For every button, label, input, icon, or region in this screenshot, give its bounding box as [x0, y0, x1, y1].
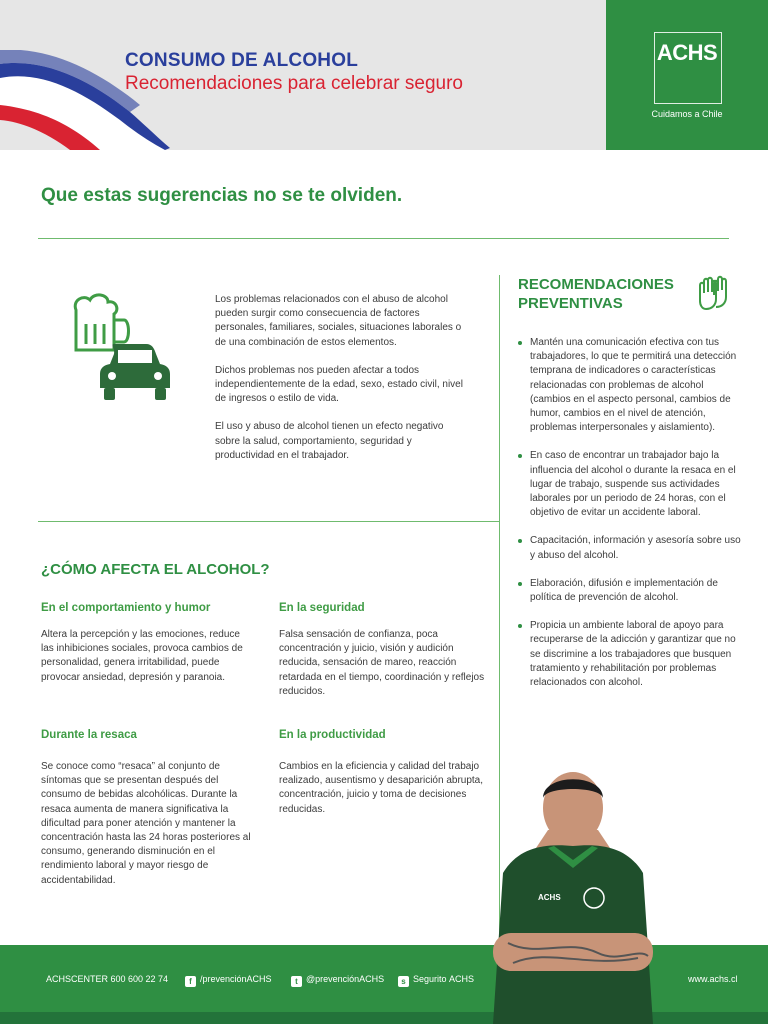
header-banner: [0, 0, 768, 150]
snapchat-icon: s: [398, 976, 409, 987]
behavior-title: En el comportamiento y humor: [41, 602, 211, 614]
footer-website[interactable]: www.achs.cl: [688, 974, 738, 984]
glove-hand-icon: [694, 275, 732, 315]
facebook-icon: f: [185, 976, 196, 987]
safety-text: Falsa sensación de confianza, poca concentración y juicio, visión y audición reducida, sensación de mareo, reacción retardada en el tiempo, coordinación y reflejos reducidos.: [279, 629, 485, 697]
achs-logo-panel: [606, 0, 768, 150]
footer-facebook[interactable]: f /prevenciónACHS: [185, 974, 272, 987]
headline: Que estas sugerencias no se te olviden.: [41, 185, 403, 206]
footer-phone: ACHSCENTER 600 600 22 74: [46, 974, 169, 984]
list-item: Mantén una comunicación efectiva con tus trabajadores, lo que te permitirá una detección temprana de indicadores o características relacionadas con problemas de alcohol (cambios en el aspecto personal, cambios de humor, cambios en el nivel de atención, problemas interpersonales y aislamiento).: [515, 336, 741, 435]
list-item: Elaboración, difusión e implementación de política de prevención de alcohol.: [515, 577, 741, 605]
recommendations-list: [515, 336, 741, 704]
list-item: Propicia un ambiente laboral de apoyo para recuperarse de la adicción y garantizar que no se discrimine a los trabajadores que busquen tratamiento y rehabilitación por problemas relacionados con alcohol.: [515, 619, 741, 690]
footer-snapchat[interactable]: s Seguritо ACHS: [398, 974, 474, 987]
productivity-text: Cambios en la eficiencia y calidad del trabajo realizado, ausentismo y desaparición abrupta, concentración, juicio y toma de decisiones reducidas.: [279, 761, 484, 815]
car-icon: [100, 344, 170, 400]
document-title: CONSUMO DE ALCOHOL: [125, 50, 359, 71]
list-item: Capacitación, información y asesoría sobre uso y abuso del alcohol.: [515, 534, 741, 562]
intro-paragraph: El uso y abuso de alcohol tienen un efecto negativo sobre la salud, comportamiento, seguridad y productividad en el trabajador.: [215, 421, 444, 461]
list-item: En caso de encontrar un trabajador bajo la influencia del alcohol o durante la resaca en el lugar de trabajo, suspende sus actividades laborales por un periodo de 24 horas, con el objetivo de evitar un accidente laboral.: [515, 449, 741, 520]
hangover-text: Se conoce como “resaca” al conjunto de síntomas que se presentan después del consumo de bebidas alcohólicas. Durante la resaca aumenta de manera significativa la dificultad para poner atención y mantener la concentración hasta las 24 horas posteriores al consumo, generando disminución en el rendimiento laboral y mayor riesgo de accidentabilidad.: [41, 761, 251, 886]
productivity-title: En la productividad: [279, 729, 386, 741]
soccer-player-illustration: [488, 768, 658, 1024]
intro-paragraph: Los problemas relacionados con el abuso de alcohol pueden surgir como consecuencia de factores personales, familiares, sociales, situaciones laborales o de una combinación de estos elementos.: [215, 294, 462, 348]
intro-paragraph: Dichos problemas nos pueden afectar a todos independientemente de la edad, sexo, estado civil, nivel de ingresos o estilo de vida.: [215, 364, 463, 405]
recommendations-title: RECOMENDACIONES PREVENTIVAS: [518, 276, 674, 312]
achs-logo: ACHS: [656, 40, 718, 65]
safety-title: En la seguridad: [279, 602, 365, 614]
twitter-icon: t: [291, 976, 302, 987]
footer-twitter[interactable]: t @prevenciónACHS: [291, 974, 384, 987]
shirt-logo: ACHS: [538, 893, 561, 902]
document-subtitle: Recomendaciones para celebrar seguro: [125, 73, 463, 94]
logo-slogan: Cuidamos a Chile: [651, 109, 723, 119]
hangover-title: Durante la resaca: [41, 729, 137, 741]
behavior-text: Altera la percepción y las emociones, reduce las inhibiciones sociales, provoca cambios de personalidad, genera irritabilidad, puede provocar ansiedad, depresión y paranoia.: [41, 629, 243, 683]
divider: [38, 238, 729, 239]
beer-mug-icon: [75, 295, 128, 350]
divider: [38, 521, 500, 522]
intro-text: [215, 293, 465, 477]
intro-illustration: [66, 292, 176, 407]
effects-title: ¿CÓMO AFECTA EL ALCOHOL?: [41, 561, 270, 578]
